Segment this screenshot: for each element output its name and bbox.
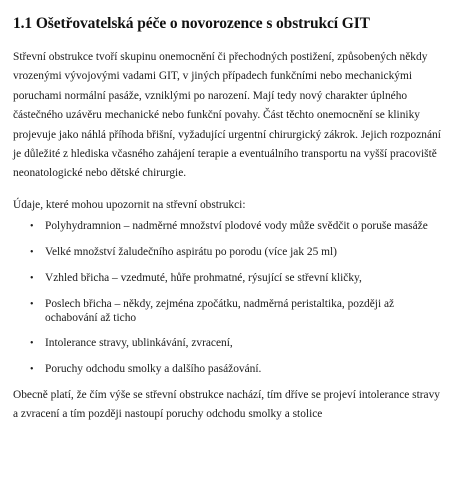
list-item (13, 337, 445, 351)
list-item-text: Poslech břicha – někdy, zejména zpočátku, nadměrná peristaltika, později až ochabování až ticho (45, 298, 395, 324)
list-intro-text: Údaje, které mohou upozornit na střevní obstrukci: (13, 198, 246, 211)
list-item-text: Polyhydramnion – nadměrné množství plodové vody může svědčit o poruše masáže (45, 220, 428, 233)
list-item-text: Intolerance stravy, ublinkávání, zvracení, (45, 336, 233, 349)
list-item-text: Vzhled břicha – vzedmuté, hůře prohmatné, rýsující se střevní kličky, (45, 272, 362, 285)
list-item (13, 363, 445, 377)
list-item (13, 246, 445, 260)
bullet-icon: • (30, 247, 34, 259)
bullet-icon: • (30, 273, 34, 285)
list-item-text: Velké množství žaludečního aspirátu po porodu (více jak 25 ml) (45, 246, 337, 259)
list-item (13, 272, 445, 286)
list-item-text: Poruchy odchodu smolky a dalšího pasážování. (45, 362, 262, 375)
list-item (13, 220, 445, 234)
bullet-icon: • (30, 363, 34, 375)
closing-paragraph: Obecně platí, že čím výše se střevní obstrukce nachází, tím dříve se projeví intolerance stravy a zvracení a tím později nastoupí poruchy odchodu smolky a stolice (13, 388, 440, 421)
section-heading: 1.1 Ošetřovatelská péče o novorozence s obstrukcí GIT (13, 15, 370, 32)
bullet-icon: • (30, 337, 34, 349)
list-item (13, 298, 445, 325)
document-page (13, 13, 445, 425)
bullet-icon: • (30, 299, 34, 311)
intro-paragraph: Střevní obstrukce tvoří skupinu onemocnění či přechodných postižení, způsobených někdy vrozenými vývojovými vadami GIT, v jiných případech funkčními nebo mechanickými poruchami normální pasáže, vzniklými po narození. Mají tedy nový charakter úplného částečného uzávěru mechanické nebo funkční povahy. Část těchto onemocnění se kliniky projevuje jako náhlá příhoda břišní, vyžadující urgentní chirurgický zákrok. Jejich rozpoznání je důležité z hlediska včasného zahájení terapie a eventuálního transportu na vyšší pracoviště neonatologické nebo dětské chirurgie. (13, 51, 441, 180)
symptom-list (13, 220, 445, 376)
bullet-icon: • (30, 221, 34, 233)
